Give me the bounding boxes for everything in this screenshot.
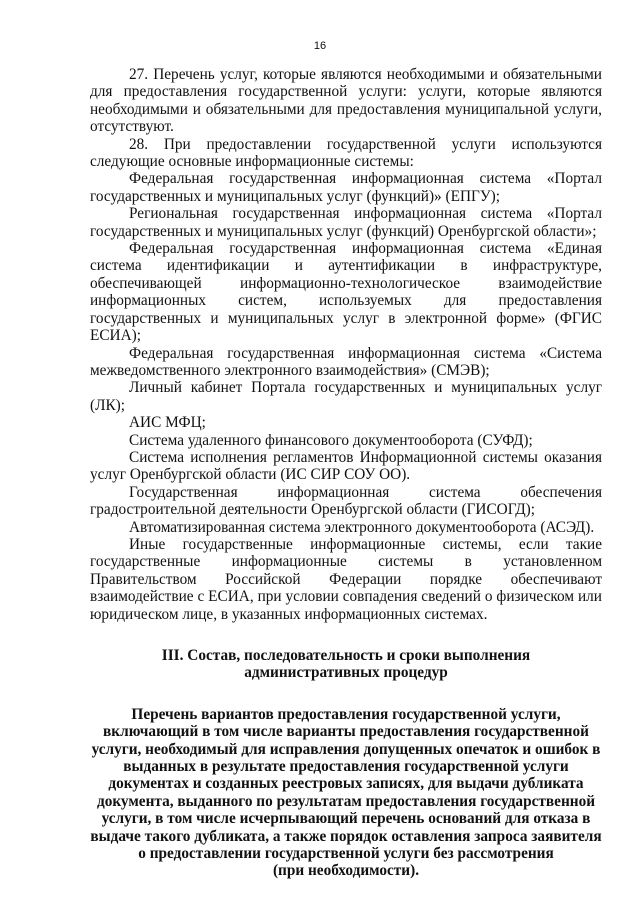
document-body [90, 66, 602, 880]
paragraph-27: 27. Перечень услуг, которые являются необходимыми и обязательными для предоставления государственной услуги: услуги, которые являются необходимыми и обязательными для предоставления муниципальной услуги, отсутствуют. [90, 66, 602, 136]
subheading-line: выданных в результате предоставления государственной услуги [123, 758, 569, 776]
subsection-heading [90, 706, 602, 880]
section-heading-line: административных процедур [244, 664, 448, 682]
list-item-epgu: Федеральная государственная информационная система «Портал государственных и муниципальных услуг (функций)» (ЕПГУ); [90, 170, 602, 205]
subheading-line: о предоставлении государственной услуги без рассмотрения [138, 845, 554, 863]
subheading-line: документах и созданных реестровых записях, для выдачи дубликата [108, 775, 584, 793]
paragraph-other-systems: Иные государственные информационные системы, если такие государственные информационные системы в установленном Правительством Российской Федерации порядке обеспечивают взаимодействие с ЕСИА, при условии совпадения сведений о физическом или юридическом лице, в указанных информационных системах. [90, 535, 602, 623]
list-item-regional-portal: Региональная государственная информационная система «Портал государственных и муниципальных услуг (функций) Оренбургской области»; [90, 205, 602, 240]
section-heading-line: III. Состав, последовательность и сроки выполнения [161, 647, 531, 664]
list-item-is-sir: Система исполнения регламентов Информационной системы оказания услуг Оренбургской области (ИС СИР СОУ ОО). [90, 448, 602, 484]
subheading-line: Перечень вариантов предоставления государственной услуги, [131, 705, 561, 723]
subheading-line: документа, выданного по результатам предоставления государственной [96, 792, 596, 810]
subheading-line: услуги, в том числе исчерпывающий перечень оснований для отказа в [101, 810, 591, 828]
list-item-ased: Автоматизированная система электронного документооборота (АСЭД). [129, 518, 595, 536]
list-item-smev: Федеральная государственная информационная система «Система межведомственного электронного взаимодействия» (СМЭВ); [90, 344, 602, 379]
list-item-sufd: Система удаленного финансового документооборота (СУФД); [129, 431, 533, 449]
list-item-lk: Личный кабинет Портала государственных и муниципальных услуг (ЛК); [90, 379, 602, 414]
list-item-gisogd: Государственная информационная система обеспечения градостроительной деятельности Оренбургской области (ГИСОГД); [90, 483, 602, 519]
page-number: 16 [313, 40, 327, 52]
subheading-line: выдаче такого дубликата, а также порядок оставления запроса заявителя [90, 827, 602, 845]
section-heading [90, 647, 602, 682]
subheading-line: включающий в том числе варианты предоставления государственной [103, 723, 589, 741]
paragraph-28: 28. При предоставлении государственной услуги используются следующие основные информационные системы: [90, 135, 602, 171]
list-item-esia: Федеральная государственная информационная система «Единая система идентификации и аутентификации в инфраструктуре, обеспечивающей информационно-технологическое взаимодействие информационных систем, используемых для предоставления государственных и муниципальных услуг в электронной форме» (ФГИС ЕСИА); [90, 240, 602, 345]
subheading-line: (при необходимости). [272, 862, 420, 880]
list-item-ais-mfc: АИС МФЦ; [129, 414, 206, 432]
subheading-line: услуги, необходимый для исправления допущенных опечаток и ошибок в [91, 740, 601, 758]
